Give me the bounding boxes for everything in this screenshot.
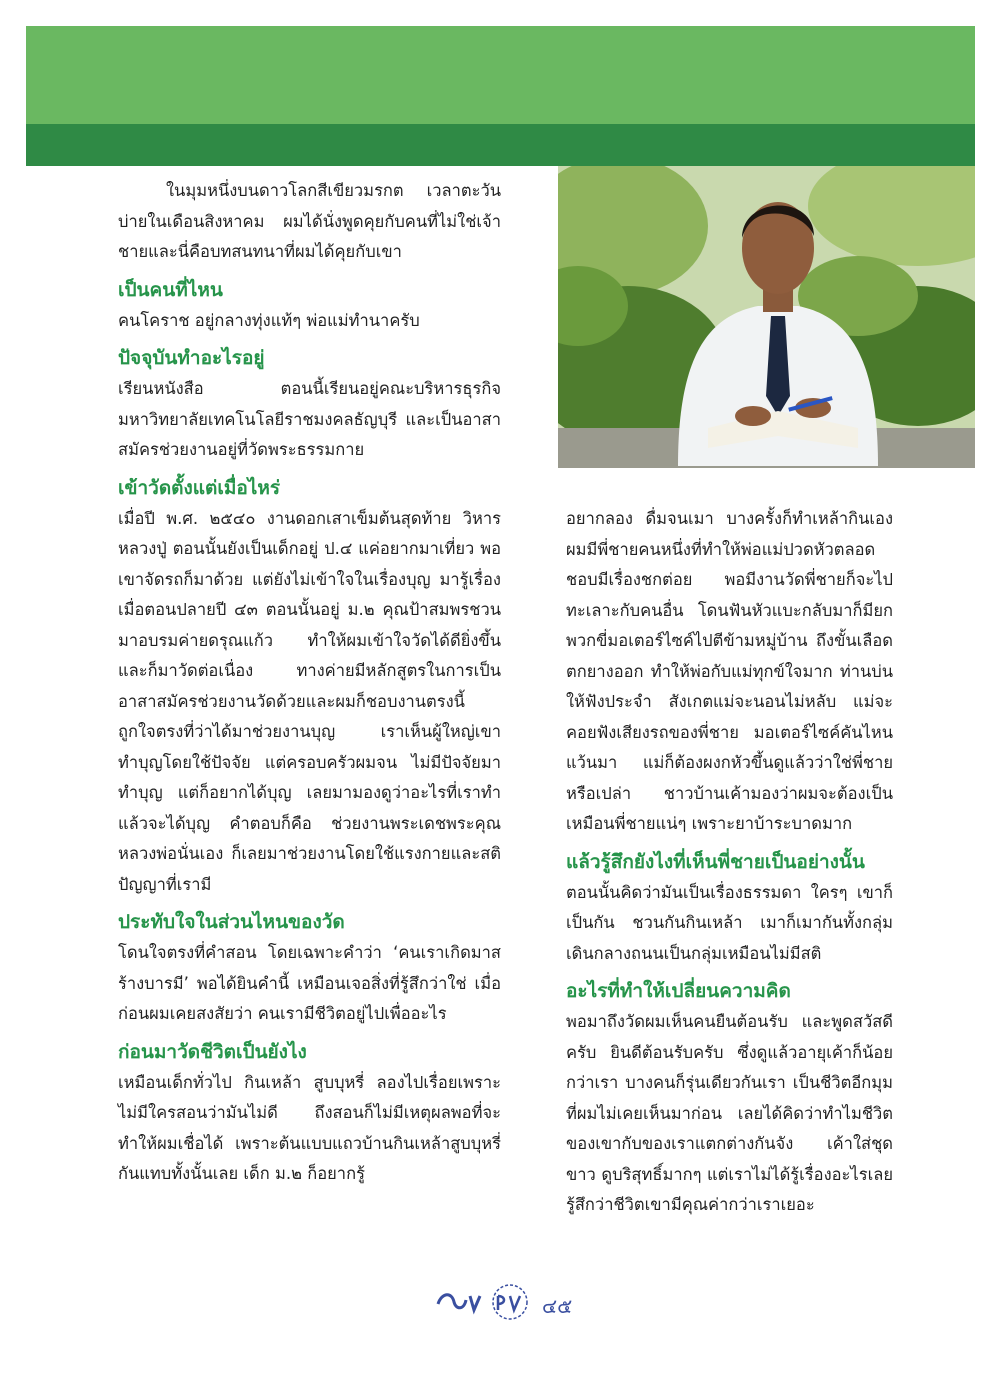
section-body: โดนใจตรงที่คำสอน โดยเฉพาะคำว่า ‘คนเราเกิดมาสร้างบารมี’ พอได้ยินคำนี้ เหมือนเจอสิ่งที่รู้สึกว่าใช่ เมื่อก่อนผมเคยสงสัยว่า คนเรามีชีวิตอยู่ไปเพื่ออะไร <box>118 943 501 1023</box>
section-body: คนโคราช อยู่กลางทุ่งแท้ๆ พ่อแม่ทำนาครับ <box>118 310 420 330</box>
page-number: ๔๕ <box>542 1294 573 1318</box>
left-column <box>118 176 501 1190</box>
continuation-paragraph: อยากลอง ดื่มจนเมา บางครั้งก็ทำเหล้ากินเอง ผมมีพี่ชายคนหนึ่งที่ทำให้พ่อแม่ปวดหัวตลอด ชอบมีเรื่องชกต่อย พอมีงานวัดพี่ชายก็จะไปทะเลาะกับคนอื่น โดนฟันหัวแบะกลับมาก็มียกพวกขี่มอเตอร์ไซค์ไปตีข้ามหมู่บ้าน ถึงขั้นเลือดตกยางออก ทำให้พ่อกับแม่ทุกข์ใจมาก ท่านบ่นให้ฟังประจำ สังเกตแม่จะนอนไม่หลับ แม่จะคอยฟังเสียงรถของพี่ชาย มอเตอร์ไซค์คันไหนแว้นมา แม่ก็ต้องผงกหัวขึ้นดูแล้วว่าใช่พี่ชายหรือเปล่า ชาวบ้านเค้ามองว่าผมจะต้องเป็นเหมือนพี่ชายแน่ๆ เพราะยาบ้าระบาดมาก <box>566 509 893 833</box>
section-body: พอมาถึงวัดผมเห็นคนยืนต้อนรับ และพูดสวัสดีครับ ยินดีต้อนรับครับ ซึ่งดูแล้วอายุเค้าก็น้อยกว่าเรา บางคนก็รุ่นเดียวกันเรา เป็นชีวิตอีกมุมที่ผมไม่เคยเห็นมาก่อน เลยได้คิดว่าทำไมชีวิตของเขากับของเราแตกต่างกันจัง เค้าใส่ชุดขาว ดูบริสุทธิ์มากๆ แต่เราไม่ได้รู้เรื่องอะไรเลย รู้สึกว่าชีวิตเขามีคุณค่ากว่าเราเยอะ <box>566 1012 893 1214</box>
section-body: เมื่อปี พ.ศ. ๒๕๔๐ งานดอกเสาเข็มต้นสุดท้าย วิหารหลวงปู่ ตอนนั้นยังเป็นเด็กอยู่ ป.๔ แค่อยากมาเที่ยว พอเขาจัดรถก็มาด้วย แต่ยังไม่เข้าใจในเรื่องบุญ มารู้เรื่องเมื่อตอนปลายปี ๔๓ ตอนนั้นอยู่ ม.๒ คุณป้าสมพรชวนมาอบรมค่ายดรุณแก้ว ทำให้ผมเข้าใจวัดได้ดียิ่งขึ้น และก็มาวัดต่อเนื่อง ทางค่ายมีหลักสูตรในการเป็นอาสาสมัครช่วยงานวัดด้วยและผมก็ชอบงานตรงนี้ ถูกใจตรงที่ว่าได้มาช่วยงานบุญ เราเห็นผู้ใหญ่เขาทำบุญโดยใช้ปัจจัย แต่ครอบครัวผมจน ไม่มีปัจจัยมาทำบุญ แต่ก็อยากได้บุญ เลยมามองดูว่าอะไรที่เราทำแล้วจะได้บุญ คำตอบก็คือ ช่วยงานพระเดชพระคุณหลวงพ่อนั่นเอง ก็เลยมาช่วยงานโดยใช้แรงกายและสติปัญญาที่เรามี <box>118 508 501 894</box>
magazine-logo-icon <box>430 1282 540 1322</box>
section-heading: ก่อนมาวัดชีวิตเป็นยังไง <box>118 1040 307 1063</box>
section-heading: อะไรที่ทำให้เปลี่ยนความคิด <box>566 980 791 1002</box>
section-heading: เข้าวัดตั้งแต่เมื่อไหร่ <box>118 476 281 499</box>
header-banner-light <box>26 26 975 124</box>
intro-paragraph: ในมุมหนึ่งบนดาวโลกสีเขียวมรกต เวลาตะวันบ่ายในเดือนสิงหาคม ผมได้นั่งพูดคุยกับคนที่ไม่ใช่เจ้าชายและนี่คือบทสนทนาที่ผมได้คุยกับเขา <box>118 181 501 261</box>
section-heading: เป็นคนที่ไหน <box>118 278 223 301</box>
section-body: เหมือนเด็กทั่วไป กินเหล้า สูบบุหรี่ ลองไปเรื่อยเพราะไม่มีใครสอนว่ามันไม่ดี ถึงสอนก็ไม่มีเหตุผลพอที่จะทำให้ผมเชื่อได้ เพราะต้นแบบแถวบ้านกินเหล้าสูบบุหรี่กันแทบทั้งนั้นเลย เด็ก ม.๒ ก็อยากรู้ <box>118 1072 501 1183</box>
header-banner-dark <box>26 124 975 166</box>
section-body: เรียนหนังสือ ตอนนี้เรียนอยู่คณะบริหารธุรกิจ มหาวิทยาลัยเทคโนโลยีราชมงคลธัญบุรี และเป็นอาสาสมัครช่วยงานอยู่ที่วัดพระธรรมกาย <box>118 379 501 459</box>
right-column <box>566 504 893 1221</box>
page-footer <box>430 1282 590 1322</box>
section-heading: แล้วรู้สึกยังไงที่เห็นพี่ชายเป็นอย่างนั้น <box>566 850 865 873</box>
section-heading: ประทับใจในส่วนไหนของวัด <box>118 911 345 933</box>
interview-photo <box>558 166 975 468</box>
section-heading: ปัจจุบันทำอะไรอยู่ <box>118 347 265 369</box>
photo-young-man-reading-icon <box>558 166 975 468</box>
section-body: ตอนนั้นคิดว่ามันเป็นเรื่องธรรมดา ใครๆ เขาก็เป็นกัน ชวนกันกินเหล้า เมาก็เมากันทั้งกลุ่ม เดินกลางถนนเป็นกลุ่มเหมือนไม่มีสติ <box>566 882 893 963</box>
